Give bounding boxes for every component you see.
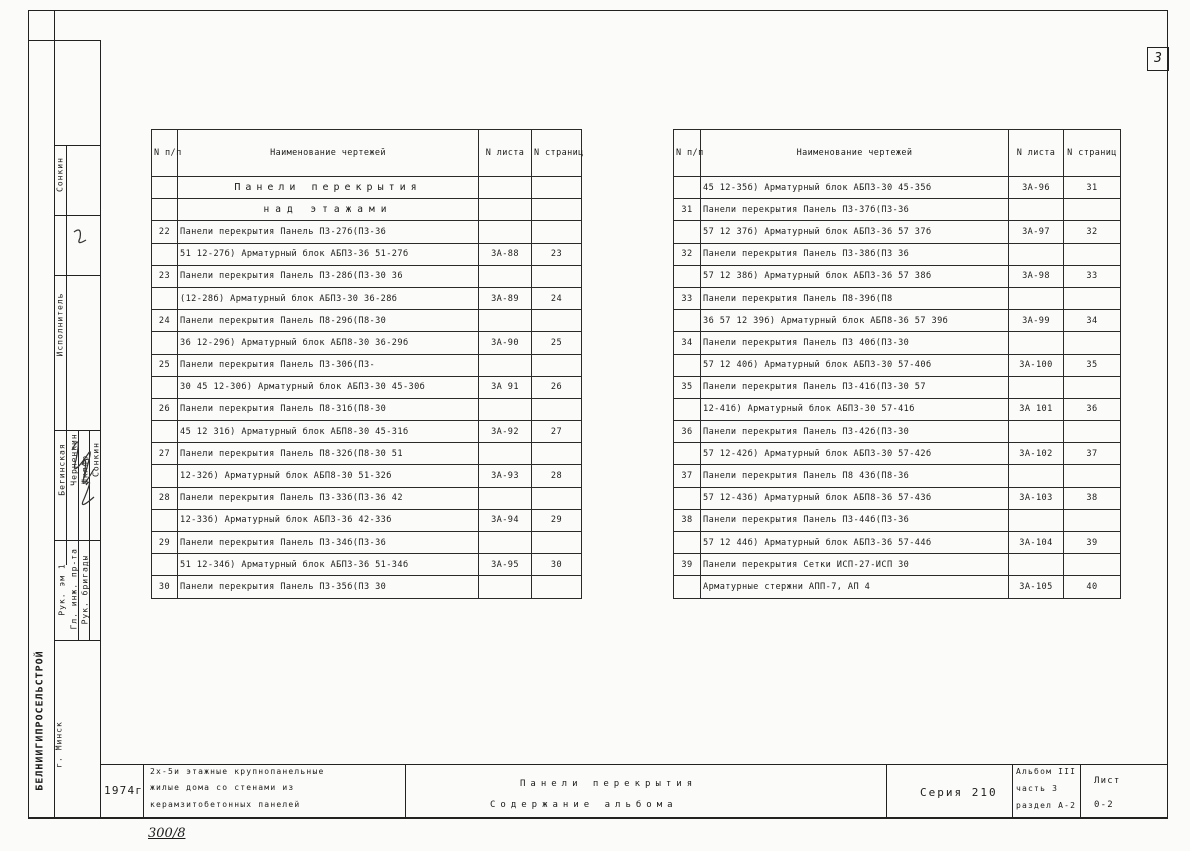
row-page xyxy=(532,177,582,199)
row-page: 23 xyxy=(532,243,582,265)
table-row xyxy=(674,221,1121,243)
table-row xyxy=(152,332,582,354)
title-line-1: Панели перекрытия xyxy=(520,779,698,789)
table-row xyxy=(674,265,1121,287)
table-row xyxy=(152,509,582,531)
stamp-role-6: Гл. инж. пр-та xyxy=(69,548,79,630)
row-num xyxy=(152,332,178,354)
stamp-role-5: Рук. эм 1 xyxy=(57,563,67,616)
city-name: г. Минск xyxy=(54,721,64,768)
table-row xyxy=(674,354,1121,376)
row-num: 34 xyxy=(674,332,701,354)
row-num xyxy=(674,487,701,509)
row-page xyxy=(1064,376,1121,398)
row-name: Панели перекрытия Панель П3-44б(П3-36 xyxy=(701,509,1009,531)
row-page: 35 xyxy=(1064,354,1121,376)
row-sheet xyxy=(1009,287,1064,309)
row-name: Панели перекрытия Панель П3-34б(П3-36 xyxy=(178,532,479,554)
row-name: 45 12-35б) Арматурный блок АБП3-30 45-35б xyxy=(701,177,1009,199)
row-sheet xyxy=(479,443,532,465)
header-sheet: N листа xyxy=(1009,130,1064,177)
table-row xyxy=(674,243,1121,265)
row-page xyxy=(532,532,582,554)
table-row xyxy=(152,310,582,332)
table-row xyxy=(674,465,1121,487)
table-row xyxy=(152,287,582,309)
row-page: 32 xyxy=(1064,221,1121,243)
row-page: 39 xyxy=(1064,532,1121,554)
row-page: 26 xyxy=(532,376,582,398)
row-sheet xyxy=(1009,376,1064,398)
row-page xyxy=(532,576,582,598)
right-table-header xyxy=(674,130,1121,177)
row-page: 33 xyxy=(1064,265,1121,287)
row-sheet xyxy=(479,398,532,420)
year: 1974г xyxy=(104,784,144,797)
row-sheet xyxy=(1009,243,1064,265)
organization-name: БЕЛНИИГИПРОСЕЛЬСТРОЙ xyxy=(34,650,46,791)
table-row xyxy=(674,509,1121,531)
stamp-role-sonkin: Сонкин xyxy=(55,157,65,192)
row-num xyxy=(674,398,701,420)
row-sheet: 3А-105 xyxy=(1009,576,1064,598)
row-page xyxy=(532,398,582,420)
left-table-header xyxy=(152,130,582,177)
row-sheet xyxy=(1009,199,1064,221)
row-num xyxy=(674,443,701,465)
row-page xyxy=(1064,287,1121,309)
row-num xyxy=(674,576,701,598)
row-name: 12-41б) Арматурный блок АБП3-30 57-41б xyxy=(701,398,1009,420)
row-page: 38 xyxy=(1064,487,1121,509)
row-sheet xyxy=(1009,509,1064,531)
row-sheet: 3А-97 xyxy=(1009,221,1064,243)
series: Серия 210 xyxy=(920,786,998,799)
row-page xyxy=(1064,243,1121,265)
row-sheet xyxy=(1009,554,1064,576)
row-name: Панели перекрытия Панель П3-41б(П3-30 57 xyxy=(701,376,1009,398)
row-name: 57 12-42б) Арматурный блок АБП3-30 57-42б xyxy=(701,443,1009,465)
table-row xyxy=(152,221,582,243)
row-sheet: 3А-98 xyxy=(1009,265,1064,287)
row-num xyxy=(674,354,701,376)
right-index-table xyxy=(673,129,1121,599)
row-sheet: 3А-96 xyxy=(1009,177,1064,199)
row-num: 32 xyxy=(674,243,701,265)
row-page: 36 xyxy=(1064,398,1121,420)
row-num: 23 xyxy=(152,265,178,287)
table-row xyxy=(674,554,1121,576)
row-name: Панели перекрытия Панель П3-37б(П3-36 xyxy=(701,199,1009,221)
row-sheet: 3А-104 xyxy=(1009,532,1064,554)
row-page: 25 xyxy=(532,332,582,354)
row-page: 24 xyxy=(532,287,582,309)
stamp-role-7: Рук. бригады xyxy=(80,554,90,625)
row-page xyxy=(1064,554,1121,576)
row-name: 57 12 40б) Арматурный блок АБП3-30 57-40б xyxy=(701,354,1009,376)
header-page: N страниц xyxy=(1064,130,1121,177)
row-name: Панели перекрытия Панель П3-27б(П3-36 xyxy=(178,221,479,243)
row-page xyxy=(532,443,582,465)
row-num: 31 xyxy=(674,199,701,221)
table-row xyxy=(674,199,1121,221)
table-row xyxy=(152,398,582,420)
row-num xyxy=(674,310,701,332)
project-line-3: керамзитобетонных панелей xyxy=(150,800,301,809)
title-line-2: Содержание альбома xyxy=(490,800,678,810)
stamp-role-1: Бегинская xyxy=(57,443,67,496)
row-num: 30 xyxy=(152,576,178,598)
table-row xyxy=(674,576,1121,598)
table-row xyxy=(152,576,582,598)
row-page: 34 xyxy=(1064,310,1121,332)
row-page xyxy=(532,487,582,509)
table-row xyxy=(152,443,582,465)
row-num xyxy=(152,199,178,221)
row-num: 26 xyxy=(152,398,178,420)
part: часть 3 xyxy=(1016,784,1059,793)
row-sheet: 3А-89 xyxy=(479,287,532,309)
row-num: 35 xyxy=(674,376,701,398)
row-page: 28 xyxy=(532,465,582,487)
row-sheet xyxy=(1009,332,1064,354)
title-block-top xyxy=(100,764,1168,765)
row-num xyxy=(674,221,701,243)
row-name: 12-33б) Арматурный блок АБП3-36 42-33б xyxy=(178,509,479,531)
row-sheet: 3А-94 xyxy=(479,509,532,531)
row-name: (12-28б) Арматурный блок АБП3-30 36-28б xyxy=(178,287,479,309)
stamp-top-line xyxy=(28,40,101,41)
row-num: 36 xyxy=(674,421,701,443)
row-sheet: 3А-99 xyxy=(1009,310,1064,332)
row-page xyxy=(532,265,582,287)
section-heading: над этажами xyxy=(178,199,479,221)
row-num xyxy=(152,287,178,309)
row-sheet xyxy=(479,532,532,554)
row-num: 29 xyxy=(152,532,178,554)
stamp-role-3: Шкляр xyxy=(80,454,90,485)
row-name: Арматурные стержни АПП-7, АП 4 xyxy=(701,576,1009,598)
row-num: 22 xyxy=(152,221,178,243)
project-line-1: 2х-5и этажные крупнопанельные xyxy=(150,767,325,776)
row-num xyxy=(152,465,178,487)
row-sheet xyxy=(479,265,532,287)
row-num xyxy=(152,376,178,398)
table-row xyxy=(674,287,1121,309)
table-row xyxy=(152,421,582,443)
row-sheet: 3А-103 xyxy=(1009,487,1064,509)
row-name: Панели перекрытия Панель П3-30б(П3- xyxy=(178,354,479,376)
row-page: 27 xyxy=(532,421,582,443)
table-row xyxy=(152,376,582,398)
table-row xyxy=(152,199,582,221)
row-sheet xyxy=(479,354,532,376)
row-sheet: 3А 101 xyxy=(1009,398,1064,420)
row-num: 27 xyxy=(152,443,178,465)
row-num: 39 xyxy=(674,554,701,576)
row-sheet: 3А-102 xyxy=(1009,443,1064,465)
row-sheet xyxy=(1009,421,1064,443)
row-page xyxy=(532,354,582,376)
row-sheet xyxy=(479,199,532,221)
table-row xyxy=(152,177,582,199)
row-name: 36 57 12 39б) Арматурный блок АБП8-36 57 39б xyxy=(701,310,1009,332)
row-sheet: 3А 91 xyxy=(479,376,532,398)
row-name: 57 12-43б) Арматурный блок АБП8-36 57-43б xyxy=(701,487,1009,509)
row-name: 30 45 12-30б) Арматурный блок АБП3-30 45-30б xyxy=(178,376,479,398)
stamp-role-4: Сонкин xyxy=(91,442,101,477)
row-page xyxy=(1064,199,1121,221)
project-line-2: жилые дома со стенами из xyxy=(150,783,295,792)
row-num xyxy=(152,421,178,443)
signature-marks xyxy=(66,220,100,550)
row-name: 57 12 37б) Арматурный блок АБП3-36 57 37б xyxy=(701,221,1009,243)
header-name: Наименование чертежей xyxy=(701,130,1009,177)
table-row xyxy=(674,398,1121,420)
table-row xyxy=(674,421,1121,443)
row-name: 57 12 38б) Арматурный блок АБП3-36 57 38б xyxy=(701,265,1009,287)
header-num: N п/п xyxy=(152,130,178,177)
row-name: 51 12-27б) Арматурный блок АБП3-36 51-27б xyxy=(178,243,479,265)
row-sheet: 3А-100 xyxy=(1009,354,1064,376)
row-page xyxy=(532,221,582,243)
row-name: 45 12 31б) Арматурный блок АБП8-30 45-31б xyxy=(178,421,479,443)
header-page: N страниц xyxy=(532,130,582,177)
table-row xyxy=(674,332,1121,354)
table-row xyxy=(152,554,582,576)
row-sheet: 3А-92 xyxy=(479,421,532,443)
row-page: 31 xyxy=(1064,177,1121,199)
row-sheet: 3А-88 xyxy=(479,243,532,265)
row-name: Панели перекрытия Панель П3-42б(П3-30 xyxy=(701,421,1009,443)
table-row xyxy=(152,487,582,509)
row-page: 40 xyxy=(1064,576,1121,598)
table-row xyxy=(674,376,1121,398)
row-num xyxy=(152,554,178,576)
row-name: 51 12-34б) Арматурный блок АБП3-36 51-34б xyxy=(178,554,479,576)
row-num xyxy=(674,177,701,199)
row-name: Панели перекрытия Панель П8-29б(П8-30 xyxy=(178,310,479,332)
row-num: 28 xyxy=(152,487,178,509)
stamp-role-2: Черненкин xyxy=(69,433,79,486)
header-num: N п/п xyxy=(674,130,701,177)
sheet-label: Лист xyxy=(1094,776,1121,786)
footer-note: 300/8 xyxy=(148,826,186,841)
table-row xyxy=(674,310,1121,332)
row-page: 29 xyxy=(532,509,582,531)
row-name: Панели перекрытия Панель П8 43б(П8-36 xyxy=(701,465,1009,487)
section: раздел А-2 xyxy=(1016,801,1077,810)
row-num: 24 xyxy=(152,310,178,332)
row-sheet: 3А-93 xyxy=(479,465,532,487)
table-row xyxy=(152,265,582,287)
row-name: Панели перекрытия Панель П3-38б(П3 36 xyxy=(701,243,1009,265)
row-num xyxy=(674,265,701,287)
row-name: Панели перекрытия Панель П8-39б(П8 xyxy=(701,287,1009,309)
row-num xyxy=(152,177,178,199)
row-num: 37 xyxy=(674,465,701,487)
row-name: Панели перекрытия Панель П8-32б(П8-30 51 xyxy=(178,443,479,465)
row-page: 37 xyxy=(1064,443,1121,465)
row-page xyxy=(1064,332,1121,354)
row-sheet xyxy=(479,576,532,598)
row-name: Панели перекрытия Панель П3-35б(П3 30 xyxy=(178,576,479,598)
row-name: Панели перекрытия Сетки ИСП-27-ИСП 30 xyxy=(701,554,1009,576)
table-row xyxy=(674,532,1121,554)
row-page xyxy=(532,199,582,221)
row-sheet: 3А-95 xyxy=(479,554,532,576)
row-name: 12-32б) Арматурный блок АБП8-30 51-32б xyxy=(178,465,479,487)
row-page xyxy=(1064,465,1121,487)
section-heading: Панели перекрытия xyxy=(178,177,479,199)
table-row xyxy=(152,354,582,376)
table-row xyxy=(152,243,582,265)
row-page xyxy=(1064,509,1121,531)
row-page xyxy=(1064,421,1121,443)
header-name: Наименование чертежей xyxy=(178,130,479,177)
row-name: Панели перекрытия Панель П3 40б(П3-30 xyxy=(701,332,1009,354)
table-row xyxy=(674,487,1121,509)
row-name: Панели перекрытия Панель П3-28б(П3-30 36 xyxy=(178,265,479,287)
sheet-value: 0-2 xyxy=(1094,800,1114,810)
stamp-role-executor: Исполнитель xyxy=(55,292,65,357)
row-num: 38 xyxy=(674,509,701,531)
header-sheet: N листа xyxy=(479,130,532,177)
row-num: 33 xyxy=(674,287,701,309)
row-sheet xyxy=(479,487,532,509)
sheet-corner-number: 3 xyxy=(1147,47,1169,71)
row-num xyxy=(152,509,178,531)
row-num xyxy=(674,532,701,554)
row-sheet: 3А-90 xyxy=(479,332,532,354)
table-row xyxy=(152,465,582,487)
table-row xyxy=(674,443,1121,465)
row-sheet xyxy=(479,177,532,199)
row-sheet xyxy=(1009,465,1064,487)
row-sheet xyxy=(479,310,532,332)
table-row xyxy=(674,177,1121,199)
row-name: 57 12 44б) Арматурный блок АБП3-36 57-44б xyxy=(701,532,1009,554)
row-num xyxy=(152,243,178,265)
row-num: 25 xyxy=(152,354,178,376)
row-name: 36 12-29б) Арматурный блок АБП8-30 36-29б xyxy=(178,332,479,354)
left-index-table xyxy=(151,129,582,599)
row-page: 30 xyxy=(532,554,582,576)
row-name: Панели перекрытия Панель П3-33б(П3-36 42 xyxy=(178,487,479,509)
table-row xyxy=(152,532,582,554)
row-name: Панели перекрытия Панель П8-31б(П8-30 xyxy=(178,398,479,420)
album: Альбом III xyxy=(1016,767,1077,776)
row-sheet xyxy=(479,221,532,243)
row-page xyxy=(532,310,582,332)
